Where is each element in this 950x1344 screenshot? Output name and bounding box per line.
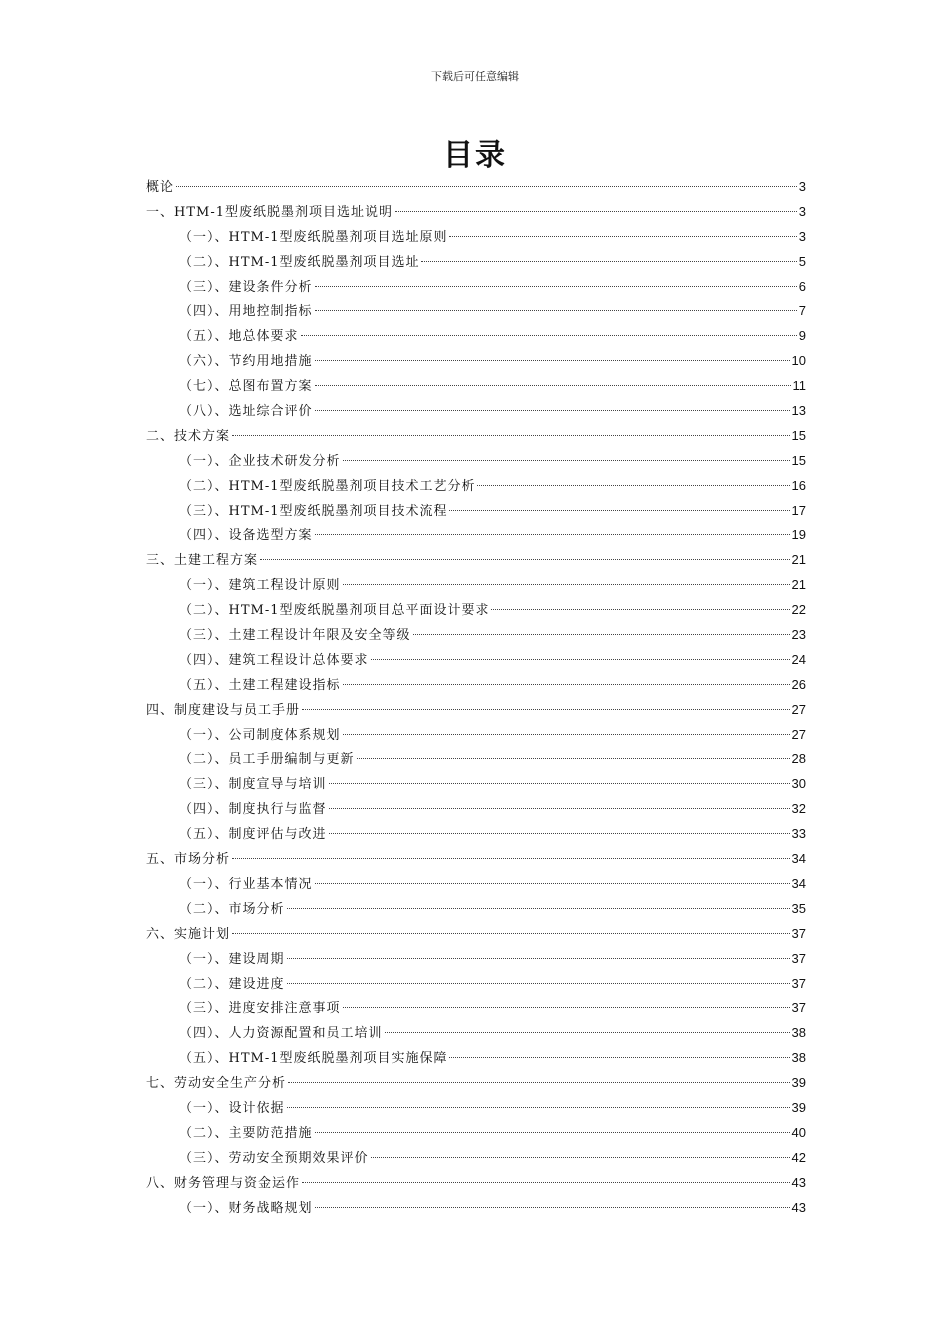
toc-page-number: 37: [791, 975, 806, 991]
toc-dot-leader: [287, 908, 790, 909]
toc-entry-text: （四）、建筑工程设计总体要求: [179, 652, 369, 668]
toc-page-number: 34: [791, 851, 806, 867]
toc-entry-text: 八、财务管理与资金运作: [146, 1175, 301, 1191]
toc-entry-text: （二）、HTM-1型废纸脱墨剂项目总平面设计要求: [179, 603, 490, 619]
toc-page-number: 37: [791, 925, 806, 941]
toc-page-number: 24: [791, 651, 806, 667]
toc-page-number: 3: [798, 179, 806, 194]
toc-page-number: 21: [791, 577, 806, 593]
toc-page-number: 3: [798, 203, 806, 219]
toc-entry-text: （四）、用地控制指标: [179, 304, 313, 320]
toc-page-number: 17: [791, 502, 806, 518]
toc-entry[interactable]: [146, 797, 806, 822]
toc-entry[interactable]: [146, 275, 806, 300]
toc-page-number: 3: [798, 228, 806, 244]
toc-page-number: 11: [792, 378, 806, 394]
toc-entry-text: （三）、制度宣导与培训: [179, 777, 327, 793]
page-title: 目录: [443, 138, 507, 173]
toc-entry[interactable]: [146, 1121, 806, 1146]
toc-entry-text: （二）、市场分析: [179, 901, 285, 917]
toc-entry-text: （二）、建设进度: [179, 976, 285, 992]
toc-dot-leader: [315, 310, 797, 311]
toc-page-number: 16: [791, 477, 806, 493]
toc-dot-leader: [343, 734, 790, 735]
toc-dot-leader: [301, 335, 797, 336]
toc-entry[interactable]: [146, 822, 806, 847]
toc-dot-leader: [315, 360, 790, 361]
toc-entry[interactable]: [146, 673, 806, 698]
toc-entry[interactable]: [146, 623, 806, 648]
toc-entry[interactable]: [146, 474, 806, 499]
toc-dot-leader: [315, 385, 791, 386]
toc-entry[interactable]: [146, 499, 806, 524]
toc-entry-text: （二）、HTM-1型废纸脱墨剂项目选址: [179, 254, 420, 270]
toc-page-number: 26: [791, 676, 806, 692]
toc-entry[interactable]: [146, 1071, 806, 1096]
toc-entry-text: （一）、行业基本情况: [179, 876, 313, 892]
toc-entry[interactable]: [146, 772, 806, 797]
toc-dot-leader: [421, 261, 796, 262]
table-of-contents: [146, 175, 806, 1220]
toc-entry[interactable]: [146, 598, 806, 623]
toc-page-number: 38: [791, 1025, 806, 1041]
toc-entry-text: 四、制度建设与员工手册: [146, 702, 301, 718]
toc-entry-text: （三）、进度安排注意事项: [179, 1001, 341, 1017]
toc-page-number: 28: [791, 751, 806, 767]
toc-entry[interactable]: [146, 947, 806, 972]
toc-entry[interactable]: [146, 1196, 806, 1221]
toc-entry[interactable]: [146, 897, 806, 922]
toc-dot-leader: [477, 485, 789, 486]
toc-page-number: 35: [791, 900, 806, 916]
toc-entry-text: （五）、土建工程建设指标: [179, 677, 341, 693]
toc-dot-leader: [288, 1082, 790, 1083]
toc-entry-text: （五）、制度评估与改进: [179, 827, 327, 843]
toc-dot-leader: [232, 933, 790, 934]
toc-dot-leader: [302, 1182, 790, 1183]
toc-page-number: 30: [791, 776, 806, 792]
toc-entry-text: （四）、设备选型方案: [179, 528, 313, 544]
toc-page-number: 38: [791, 1050, 806, 1066]
toc-entry-text: （三）、HTM-1型废纸脱墨剂项目技术流程: [179, 503, 448, 519]
toc-page-number: 9: [798, 328, 806, 344]
toc-page-number: 15: [791, 452, 806, 468]
toc-dot-leader: [413, 634, 790, 635]
toc-entry-text: 一、HTM-1型废纸脱墨剂项目选址说明: [146, 204, 393, 220]
toc-entry[interactable]: [146, 424, 806, 449]
toc-entry-text: （七）、总图布置方案: [179, 379, 313, 395]
toc-entry-text: 三、土建工程方案: [146, 553, 259, 569]
toc-page-number: 33: [791, 826, 806, 842]
toc-entry-text: 概论: [146, 180, 175, 195]
toc-dot-leader: [343, 1007, 790, 1008]
toc-dot-leader: [232, 858, 790, 859]
toc-dot-leader: [343, 684, 790, 685]
toc-entry-text: （一）、公司制度体系规划: [179, 727, 341, 743]
toc-entry-text: （一）、建设周期: [179, 951, 285, 967]
toc-entry[interactable]: [146, 747, 806, 772]
toc-entry-text: （六）、节约用地措施: [179, 354, 313, 370]
toc-dot-leader: [385, 1032, 790, 1033]
toc-entry[interactable]: [146, 922, 806, 947]
toc-page-number: 40: [791, 1124, 806, 1140]
toc-entry[interactable]: [146, 548, 806, 573]
toc-dot-leader: [449, 1057, 789, 1058]
toc-dot-leader: [287, 958, 790, 959]
toc-entry-text: （五）、HTM-1型废纸脱墨剂项目实施保障: [179, 1051, 448, 1067]
toc-page-number: 39: [791, 1099, 806, 1115]
toc-page-number: 7: [798, 303, 806, 319]
toc-page-number: 15: [791, 427, 806, 443]
toc-entry-text: （一）、企业技术研发分析: [179, 453, 341, 469]
toc-entry-text: （八）、选址综合评价: [179, 404, 313, 420]
toc-dot-leader: [315, 534, 790, 535]
toc-entry[interactable]: [146, 399, 806, 424]
toc-entry-text: （三）、劳动安全预期效果评价: [179, 1150, 369, 1166]
toc-entry[interactable]: [146, 1021, 806, 1046]
toc-page-number: 5: [798, 253, 806, 269]
toc-dot-leader: [315, 883, 790, 884]
toc-entry-text: （一）、建筑工程设计原则: [179, 578, 341, 594]
toc-entry[interactable]: [146, 872, 806, 897]
toc-page-number: 13: [791, 403, 806, 419]
toc-entry[interactable]: [146, 374, 806, 399]
toc-entry-text: （一）、设计依据: [179, 1100, 285, 1116]
toc-entry[interactable]: [146, 250, 806, 275]
toc-entry[interactable]: [146, 847, 806, 872]
toc-dot-leader: [343, 460, 790, 461]
toc-page-number: 39: [791, 1075, 806, 1091]
toc-dot-leader: [315, 286, 797, 287]
toc-entry[interactable]: [146, 996, 806, 1021]
toc-dot-leader: [371, 1157, 790, 1158]
toc-entry-text: 六、实施计划: [146, 926, 231, 942]
toc-entry-text: 五、市场分析: [146, 852, 231, 868]
toc-page-number: 42: [791, 1149, 806, 1165]
toc-entry-text: （五）、地总体要求: [179, 329, 299, 345]
toc-entry[interactable]: [146, 449, 806, 474]
toc-page-number: 27: [791, 726, 806, 742]
toc-dot-leader: [315, 1207, 790, 1208]
toc-dot-leader: [357, 758, 790, 759]
toc-entry[interactable]: [146, 200, 806, 225]
toc-page-number: 22: [791, 602, 806, 618]
toc-entry[interactable]: [146, 1096, 806, 1121]
toc-dot-leader: [491, 609, 789, 610]
toc-entry[interactable]: [146, 324, 806, 349]
toc-page-number: 19: [791, 527, 806, 543]
toc-entry-text: （四）、制度执行与监督: [179, 802, 327, 818]
header-note: 下载后可任意编辑: [431, 70, 519, 83]
toc-entry[interactable]: [146, 1171, 806, 1196]
toc-page-number: 32: [791, 801, 806, 817]
toc-entry[interactable]: [146, 1046, 806, 1071]
toc-dot-leader: [176, 186, 797, 187]
toc-page-number: 21: [791, 552, 806, 568]
toc-dot-leader: [395, 211, 797, 212]
toc-entry[interactable]: [146, 723, 806, 748]
toc-dot-leader: [287, 1107, 790, 1108]
toc-entry-text: （一）、HTM-1型废纸脱墨剂项目选址原则: [179, 229, 448, 245]
toc-entry-text: 七、劳动安全生产分析: [146, 1076, 287, 1092]
toc-dot-leader: [287, 983, 790, 984]
toc-entry[interactable]: [146, 698, 806, 723]
toc-page-number: 10: [791, 353, 806, 369]
toc-entry-text: （二）、主要防范措施: [179, 1125, 313, 1141]
toc-entry[interactable]: [146, 573, 806, 598]
toc-page-number: 6: [798, 278, 806, 294]
toc-entry[interactable]: [146, 225, 806, 250]
toc-entry[interactable]: [146, 299, 806, 324]
toc-entry[interactable]: [146, 175, 806, 200]
toc-page-number: 27: [791, 701, 806, 717]
toc-entry[interactable]: [146, 523, 806, 548]
toc-page-number: 37: [791, 950, 806, 966]
toc-dot-leader: [315, 1132, 790, 1133]
toc-dot-leader: [449, 510, 789, 511]
toc-entry[interactable]: [146, 648, 806, 673]
toc-dot-leader: [302, 709, 790, 710]
toc-page-number: 37: [791, 1000, 806, 1016]
toc-entry-text: 二、技术方案: [146, 428, 231, 444]
toc-entry-text: （二）、HTM-1型废纸脱墨剂项目技术工艺分析: [179, 478, 476, 494]
toc-dot-leader: [449, 236, 796, 237]
toc-dot-leader: [315, 410, 790, 411]
toc-dot-leader: [329, 833, 790, 834]
toc-entry-text: （二）、员工手册编制与更新: [179, 752, 355, 768]
toc-entry[interactable]: [146, 1146, 806, 1171]
toc-dot-leader: [329, 783, 790, 784]
toc-dot-leader: [260, 559, 790, 560]
toc-entry[interactable]: [146, 349, 806, 374]
toc-entry-text: （三）、建设条件分析: [179, 279, 313, 295]
toc-page-number: 43: [791, 1199, 806, 1215]
toc-entry[interactable]: [146, 972, 806, 997]
toc-dot-leader: [232, 435, 790, 436]
toc-dot-leader: [329, 808, 790, 809]
toc-dot-leader: [371, 659, 790, 660]
toc-dot-leader: [343, 584, 790, 585]
toc-page-number: 43: [791, 1174, 806, 1190]
toc-entry-text: （四）、人力资源配置和员工培训: [179, 1026, 383, 1042]
toc-entry-text: （三）、土建工程设计年限及安全等级: [179, 628, 411, 644]
toc-entry-text: （一）、财务战略规划: [179, 1200, 313, 1216]
toc-page-number: 23: [791, 627, 806, 643]
toc-page-number: 34: [791, 875, 806, 891]
